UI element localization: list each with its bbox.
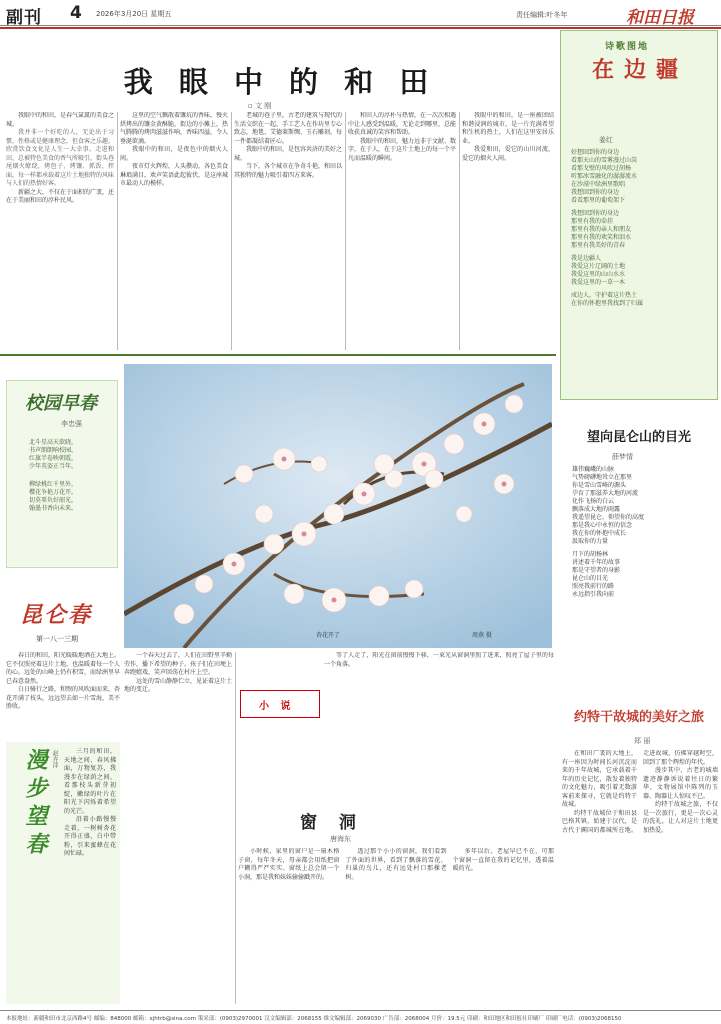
responsible-editor: 责任编辑:叶冬年 [516, 11, 568, 19]
poem-body: 好想回到你的身边 看那天山的雪雾漫过山岗 看那戈壁的风吹过胡杨 听那冰雪融化的潺潺流水 在沙漠中绿洲里歌唱 我想回到你的身边 看看那里的葡萄架下 我想回到你的身边 那里有我的牵挂 那里有我的亲人和朋友 那里有我的欢笑和泪水 那里有我美好的青春 我是边疆人 我爱这片辽阔的土地 我爱这里的山山水水 我爱这里的一草一木 戍边人，守护着这片热土 在你的怀抱里我找到了归属 [571, 149, 644, 307]
travel-title: 约特干故城的美好之旅 [573, 710, 704, 725]
header-rule [0, 27, 721, 29]
blossom-illustration [124, 364, 552, 648]
campus-poem-body: 北斗星高天欲晓， 书声朗朗响校园。 红旗半卷映朝霞， 少年英姿正当年。 柳绿桃红千里外， 樱花争艳万花开。 切莫辜负好韶光， 翰墨书香向未来。 [29, 439, 78, 512]
manbu-text: 三月的和田，天地之间，春风拂面，万物复苏，我漫步在绿荫之间，看那枝头新芽初绽，嫩绿的叶片在阳光下闪烁着希望的光芒。 沿着小路慢慢走着，一树树杏花开得正盛，白中带粉，引来蜜蜂在花间忙碌。 [64, 748, 116, 857]
travel-text: 在和田广袤的大地上，有一座因为时间长河沉淀而来的千年故城，它承载着千年的历史记忆，散发着独特的文化魅力，吸引着无数游客前来探寻，它就是约特干故城。 约特干故城位于和田县巴格其镇，始建于汉代，是古代于阗国的都城所在地。走进故城，仿佛穿越时空，回到了那个辉煌的年代。 漫步其中，古老的城墙遗迹静静诉说着往日的繁华，文物展馆中陈列的玉器、陶器让人惊叹不已。 约特干故城之旅，不仅是一次旅行，更是一次心灵的洗礼，让人对这片土地更加热爱。 [562, 750, 718, 834]
manbu-author: 赵卉萍 [51, 750, 58, 768]
newspaper-logo: 和田日报 [626, 8, 694, 28]
main-article-title: 我 眼 中 的 和 田 [123, 65, 437, 99]
col-divider [117, 112, 118, 350]
main-article-col-3: 老城的巷子里，古老的建筑与现代的生活交织在一起，手工艺人在作坊里专心致志，地毯、艾德莱斯绸、玉石雕刻，每一件都凝结着匠心。 我眼中的和田，是包容共济的美好之城。 当下，各个城市在争奇斗艳，和田以其独特的魅力吸引着四方来客。 [234, 112, 342, 179]
poem-column-title: 诗歌图地 [605, 42, 650, 52]
photo-credit: 周燕 摄 [472, 632, 492, 639]
kunlun-poem-title: 望向昆仑山的目光 [586, 430, 691, 445]
poem-author: 姜红 [599, 136, 613, 144]
campus-poem-box [6, 380, 118, 568]
travel-author: 郑 丽 [634, 737, 651, 745]
fiction-tag: 小 说 [259, 701, 295, 712]
main-article-col-2: 这里的空气飘散着馕坑的香味，慢火烘烤出的馕金黄酥脆。街边的小摊上，热气腾腾的烤肉滋滋作响，香味四溢，令人垂涎欲滴。 我眼中的和田，是夜色中的烟火人间。 夜市灯火辉煌，人头攒动，各色美食琳琅满目，欢声笑语此起彼伏，是这座城市最动人的模样。 [120, 112, 228, 187]
footer-phones: 策采部：(0903)2970001 汉文编辑部：2068155 维文编辑部：2069030 广告部：2068004 月价：19.5元 [197, 1016, 466, 1022]
col-divider [235, 652, 236, 1004]
apricot-blossom-photo [124, 364, 552, 648]
window-story-author: 唐海东 [330, 835, 351, 843]
col-divider [345, 112, 346, 350]
kunlun-poem-body: 雄伟巍峨的山脉 气势磅礴地耸立在那里 你是雪山雪峰的源头 孕育了那滋养大地的河流 化作飞扬的白云 飘落成大地的雨露 我遥望昆仑，仰望你的高度 那是我心中永恒的信念 我在你的怀抱中成长 汲取你的力量 月下的胡杨林 讲述着千年的故事 那是守望者的身影 昆仑山的目光 照亮我前行的路 永远指引我向前 [572, 466, 645, 598]
novel-chapter: 第一八一三期 [36, 635, 78, 643]
section-name: 副刊 [6, 8, 42, 28]
novel-title: 昆仑春 [20, 602, 93, 628]
novel-text: 春日的和田，阳光暖暖地洒在大地上。它不仅照亮着这片土地，也温暖着每一个人的心。远处的山峰上仍有积雪，而绿洲里早已春意盎然。 白日骑行之路，和煦的风吹面而来，杏花开满了枝头，远远望去如一片雪海，美不胜收。 [6, 652, 120, 710]
campus-poem-author: 李忠强 [61, 420, 82, 428]
kunlun-poem-author: 薛梦情 [612, 453, 633, 461]
novel-col-2: 一个春天过去了，人们在田野里辛勤劳作，播下希望的种子。孩子们在田埂上奔跑嬉戏，笑声回荡在村庄上空。 远处的雪山静静伫立，见证着这片土地的变迁。 [124, 652, 232, 693]
main-article-author: ▫ 文 刚 [248, 102, 272, 110]
poem-section-box [560, 30, 718, 400]
footer-postcode: 邮编：848000 [93, 1016, 132, 1022]
col-divider [459, 112, 460, 350]
page-footer [0, 1010, 721, 1024]
col-divider [231, 112, 232, 350]
window-story-text: 小时候，家里的窗户是一扇木格子窗，每年冬天，母亲都会用纸把窗户糊得严严实实。窗纸上总会留一个小洞，那是我和妹妹偷偷戳开的。 透过那个小小的窗洞，我们看到了外面的世界，看到了飘落的雪花、归巢的鸟儿，还有远处村口那棵老树。 多年以后，老屋早已不在，可那个窗洞一直留在我的记忆里，透着温暖的光。 [238, 848, 554, 881]
footer-address: 本报地址：新疆和田市北京西路4号 [6, 1016, 93, 1022]
section-divider [0, 354, 556, 356]
page-header [0, 0, 721, 26]
photo-caption: 杏花开了 [316, 632, 341, 639]
main-article-col-1: 我眼中的和田，是春气氤氲的美食之城。 我并非一个好吃的人，无论出于习惯、性格或是健康理念，但食客之乐趣，欣赏饮食文化是人生一大幸事。走进和田，总被特色美食的香气所吸引，街头巷尾烟火缭绕，烤包子、烤馕、抓饭、拌面，每一样都承载着这片土地独特的风味与人们的热情好客。 新疆之大，不仅在于面积的广袤，还在于美丽和田的淳朴民风。 [6, 112, 114, 204]
manbu-box [6, 742, 120, 1004]
issue-date: 2026年3月20日 星期五 [96, 10, 172, 18]
page-number: 4 [70, 3, 82, 23]
footer-printer: 印刷：和田地区和田报社印刷厂 印刷厂电话：(0903)2068150 [466, 1016, 622, 1022]
main-article-col-4: 和田人的淳朴与热情，在一次次相遇中让人感受到温暖，无论走到哪里，总能收获真诚的笑容和帮助。 我眼中的和田，魅力远非于文献、数字，在于人，在于这片土地上的每一个平凡而温暖的瞬间。 [348, 112, 456, 162]
poem-title: 在边疆 [591, 57, 688, 83]
main-article-col-5: 我眼中的和田，是一座被团结和谐浸润的城市，是一片充满希望和生机的热土，人们在这里安居乐业。 我爱和田，爱它的山川河流，爱它的烟火人间。 [462, 112, 554, 162]
campus-poem-title: 校园早春 [25, 393, 97, 414]
window-story-intro: 等了人走了，阳光在窗前慢慢下移，一束光从窗洞里照了进来，照亮了屋子里的每一个角落。 [324, 652, 554, 668]
window-story-title: 窗 洞 [300, 813, 364, 833]
manbu-title: 漫步望春 [22, 748, 48, 860]
pen-icon: ▫ [248, 102, 253, 110]
footer-email: 邮箱：xjhtrb@sina.com [133, 1016, 196, 1022]
